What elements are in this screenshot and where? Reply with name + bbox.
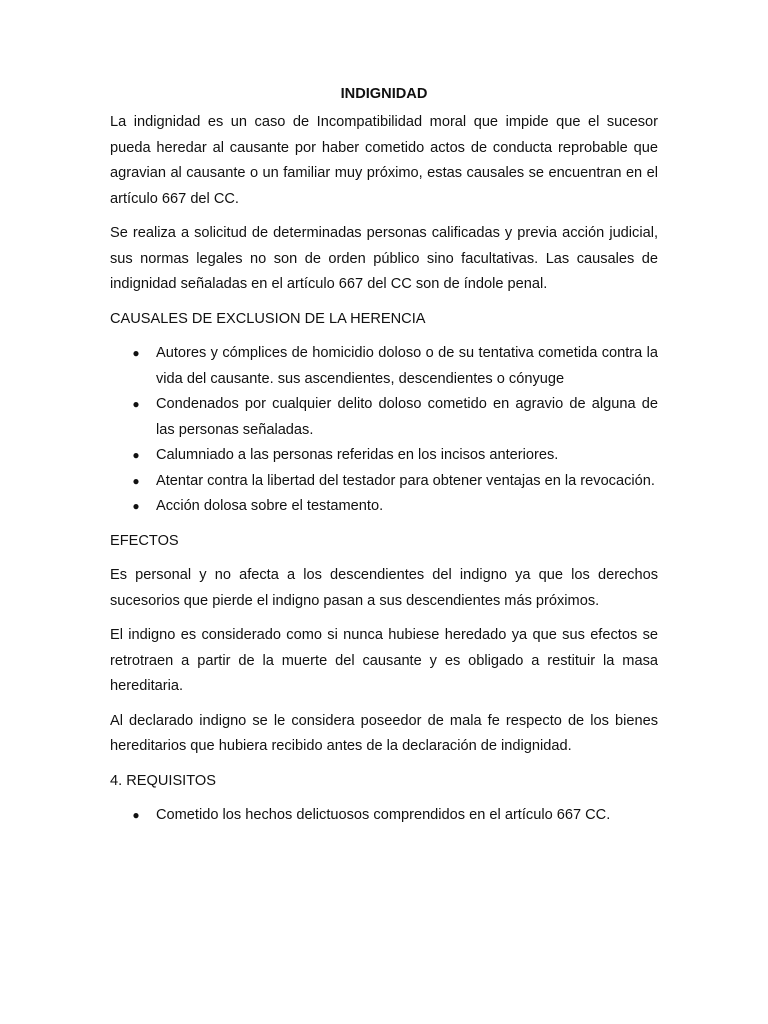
list-item-text: Cometido los hechos delictuosos comprendidos en el artículo 667 CC. bbox=[156, 807, 611, 823]
efectos-paragraph-2: El indigno es considerado como si nunca hubiese heredado ya que sus efectos se retrotraen a partir de la muerte del causante y es obligado a restituir la masa hereditaria. bbox=[110, 627, 658, 694]
causales-list bbox=[110, 341, 658, 520]
bullet-icon: ● bbox=[132, 448, 140, 462]
list-item bbox=[110, 469, 658, 495]
procedure-paragraph: Se realiza a solicitud de determinadas personas calificadas y previa acción judicial, sus normas legales no son de orden público sino facultativas. Las causales de indignidad señaladas en el artículo 667 del CC son de índole penal. bbox=[110, 225, 658, 292]
intro-paragraph: La indignidad es un caso de Incompatibilidad moral que impide que el sucesor pueda heredar al causante por haber cometido actos de conducta reprobable que agravian al causante o un familiar muy próximo, estas causales se encuentran en el artículo 667 del CC. bbox=[110, 114, 658, 207]
bullet-icon: ● bbox=[132, 808, 140, 822]
document-page bbox=[110, 84, 658, 838]
list-item-text: Acción dolosa sobre el testamento. bbox=[156, 498, 384, 514]
bullet-icon: ● bbox=[132, 397, 140, 411]
efectos-paragraph-3: Al declarado indigno se le considera poseedor de mala fe respecto de los bienes hereditarios que hubiera recibido antes de la declaración de indignidad. bbox=[110, 712, 658, 754]
list-item-text: Calumniado a las personas referidas en los incisos anteriores. bbox=[156, 447, 559, 463]
list-item-text: Autores y cómplices de homicidio doloso o de su tentativa cometida contra la vida del causante. sus ascendientes, descendientes o cónyuge bbox=[156, 345, 658, 387]
bullet-icon: ● bbox=[132, 473, 140, 488]
list-item bbox=[110, 341, 658, 392]
list-item bbox=[110, 803, 658, 829]
efectos-paragraph-1: Es personal y no afecta a los descendientes del indigno ya que los derechos sucesorios que pierde el indigno pasan a sus descendientes más próximos. bbox=[110, 567, 658, 609]
list-item bbox=[110, 443, 658, 469]
list-item-text: Condenados por cualquier delito doloso cometido en agravio de alguna de las personas señaladas. bbox=[156, 396, 658, 438]
bullet-icon: ● bbox=[132, 499, 140, 513]
list-item-text: Atentar contra la libertad del testador para obtener ventajas en la revocación. bbox=[156, 472, 655, 489]
causales-heading: CAUSALES DE EXCLUSION DE LA HERENCIA bbox=[110, 310, 426, 327]
requisitos-heading: 4. REQUISITOS bbox=[110, 772, 216, 789]
efectos-heading: EFECTOS bbox=[110, 532, 179, 549]
list-item bbox=[110, 392, 658, 443]
document-title: INDIGNIDAD bbox=[340, 86, 428, 102]
requisitos-list bbox=[110, 803, 658, 829]
list-item bbox=[110, 494, 658, 520]
bullet-icon: ● bbox=[132, 346, 140, 360]
